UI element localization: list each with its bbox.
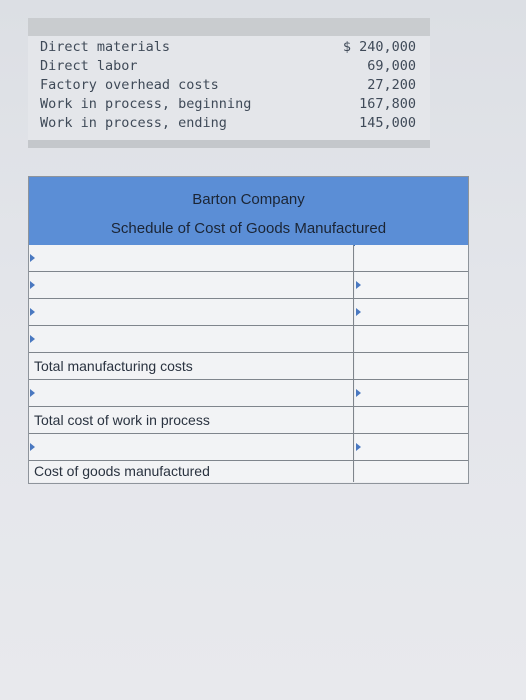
given-data-table <box>28 18 430 148</box>
amount-input[interactable] <box>355 461 468 482</box>
given-label: Work in process, ending <box>40 115 227 131</box>
cogm-schedule <box>28 176 469 484</box>
total-cost-wip-label: Total cost of work in process <box>29 407 354 433</box>
amount-input[interactable] <box>355 245 468 271</box>
label-dropdown[interactable] <box>29 434 354 460</box>
schedule-row-3 <box>29 299 468 326</box>
given-label: Work in process, beginning <box>40 96 252 112</box>
amount-input[interactable] <box>355 272 468 298</box>
dropdown-arrow-icon <box>30 443 35 451</box>
given-label: Direct materials <box>40 39 171 55</box>
schedule-title: Schedule of Cost of Goods Manufactured <box>110 220 387 237</box>
given-amount: 69,000 <box>367 58 416 74</box>
label-dropdown[interactable] <box>29 299 354 325</box>
dropdown-arrow-icon <box>356 308 361 316</box>
label-dropdown[interactable] <box>29 380 354 406</box>
table-bottom-bar <box>28 140 430 148</box>
table-top-bar <box>28 18 430 36</box>
given-row-direct-materials <box>40 39 420 58</box>
amount-input[interactable] <box>355 353 468 379</box>
total-manufacturing-costs-label: Total manufacturing costs <box>29 353 354 379</box>
label-dropdown[interactable] <box>29 272 354 298</box>
given-amount: 145,000 <box>359 115 416 131</box>
given-row-factory-overhead <box>40 77 420 96</box>
amount-input[interactable] <box>355 380 468 406</box>
dropdown-arrow-icon <box>356 389 361 397</box>
schedule-row-2 <box>29 272 468 299</box>
given-row-direct-labor <box>40 58 420 77</box>
dropdown-arrow-icon <box>30 308 35 316</box>
amount-input[interactable] <box>355 299 468 325</box>
dropdown-arrow-icon <box>30 335 35 343</box>
given-row-wip-ending <box>40 115 420 134</box>
schedule-header <box>29 177 468 246</box>
schedule-row-6 <box>29 380 468 407</box>
dropdown-arrow-icon <box>356 443 361 451</box>
amount-input[interactable] <box>355 326 468 352</box>
dropdown-arrow-icon <box>30 254 35 262</box>
schedule-row-total-wip <box>29 407 468 434</box>
dropdown-arrow-icon <box>30 281 35 289</box>
given-label: Direct labor <box>40 58 138 74</box>
schedule-row-1 <box>29 245 468 272</box>
amount-input[interactable] <box>355 407 468 433</box>
schedule-row-8 <box>29 434 468 461</box>
given-label: Factory overhead costs <box>40 77 219 93</box>
schedule-row-cogm <box>29 461 468 482</box>
given-amount: $ 240,000 <box>342 39 416 55</box>
company-name: Barton Company <box>192 191 305 208</box>
given-amount: 27,200 <box>367 77 416 93</box>
cost-of-goods-manufactured-label: Cost of goods manufactured <box>29 461 354 482</box>
label-dropdown[interactable] <box>29 245 354 271</box>
dropdown-arrow-icon <box>356 281 361 289</box>
label-dropdown[interactable] <box>29 326 354 352</box>
given-amount: 167,800 <box>359 96 416 112</box>
dropdown-arrow-icon <box>30 389 35 397</box>
schedule-row-4 <box>29 326 468 353</box>
schedule-row-total-manufacturing <box>29 353 468 380</box>
amount-input[interactable] <box>355 434 468 460</box>
given-row-wip-beginning <box>40 96 420 115</box>
